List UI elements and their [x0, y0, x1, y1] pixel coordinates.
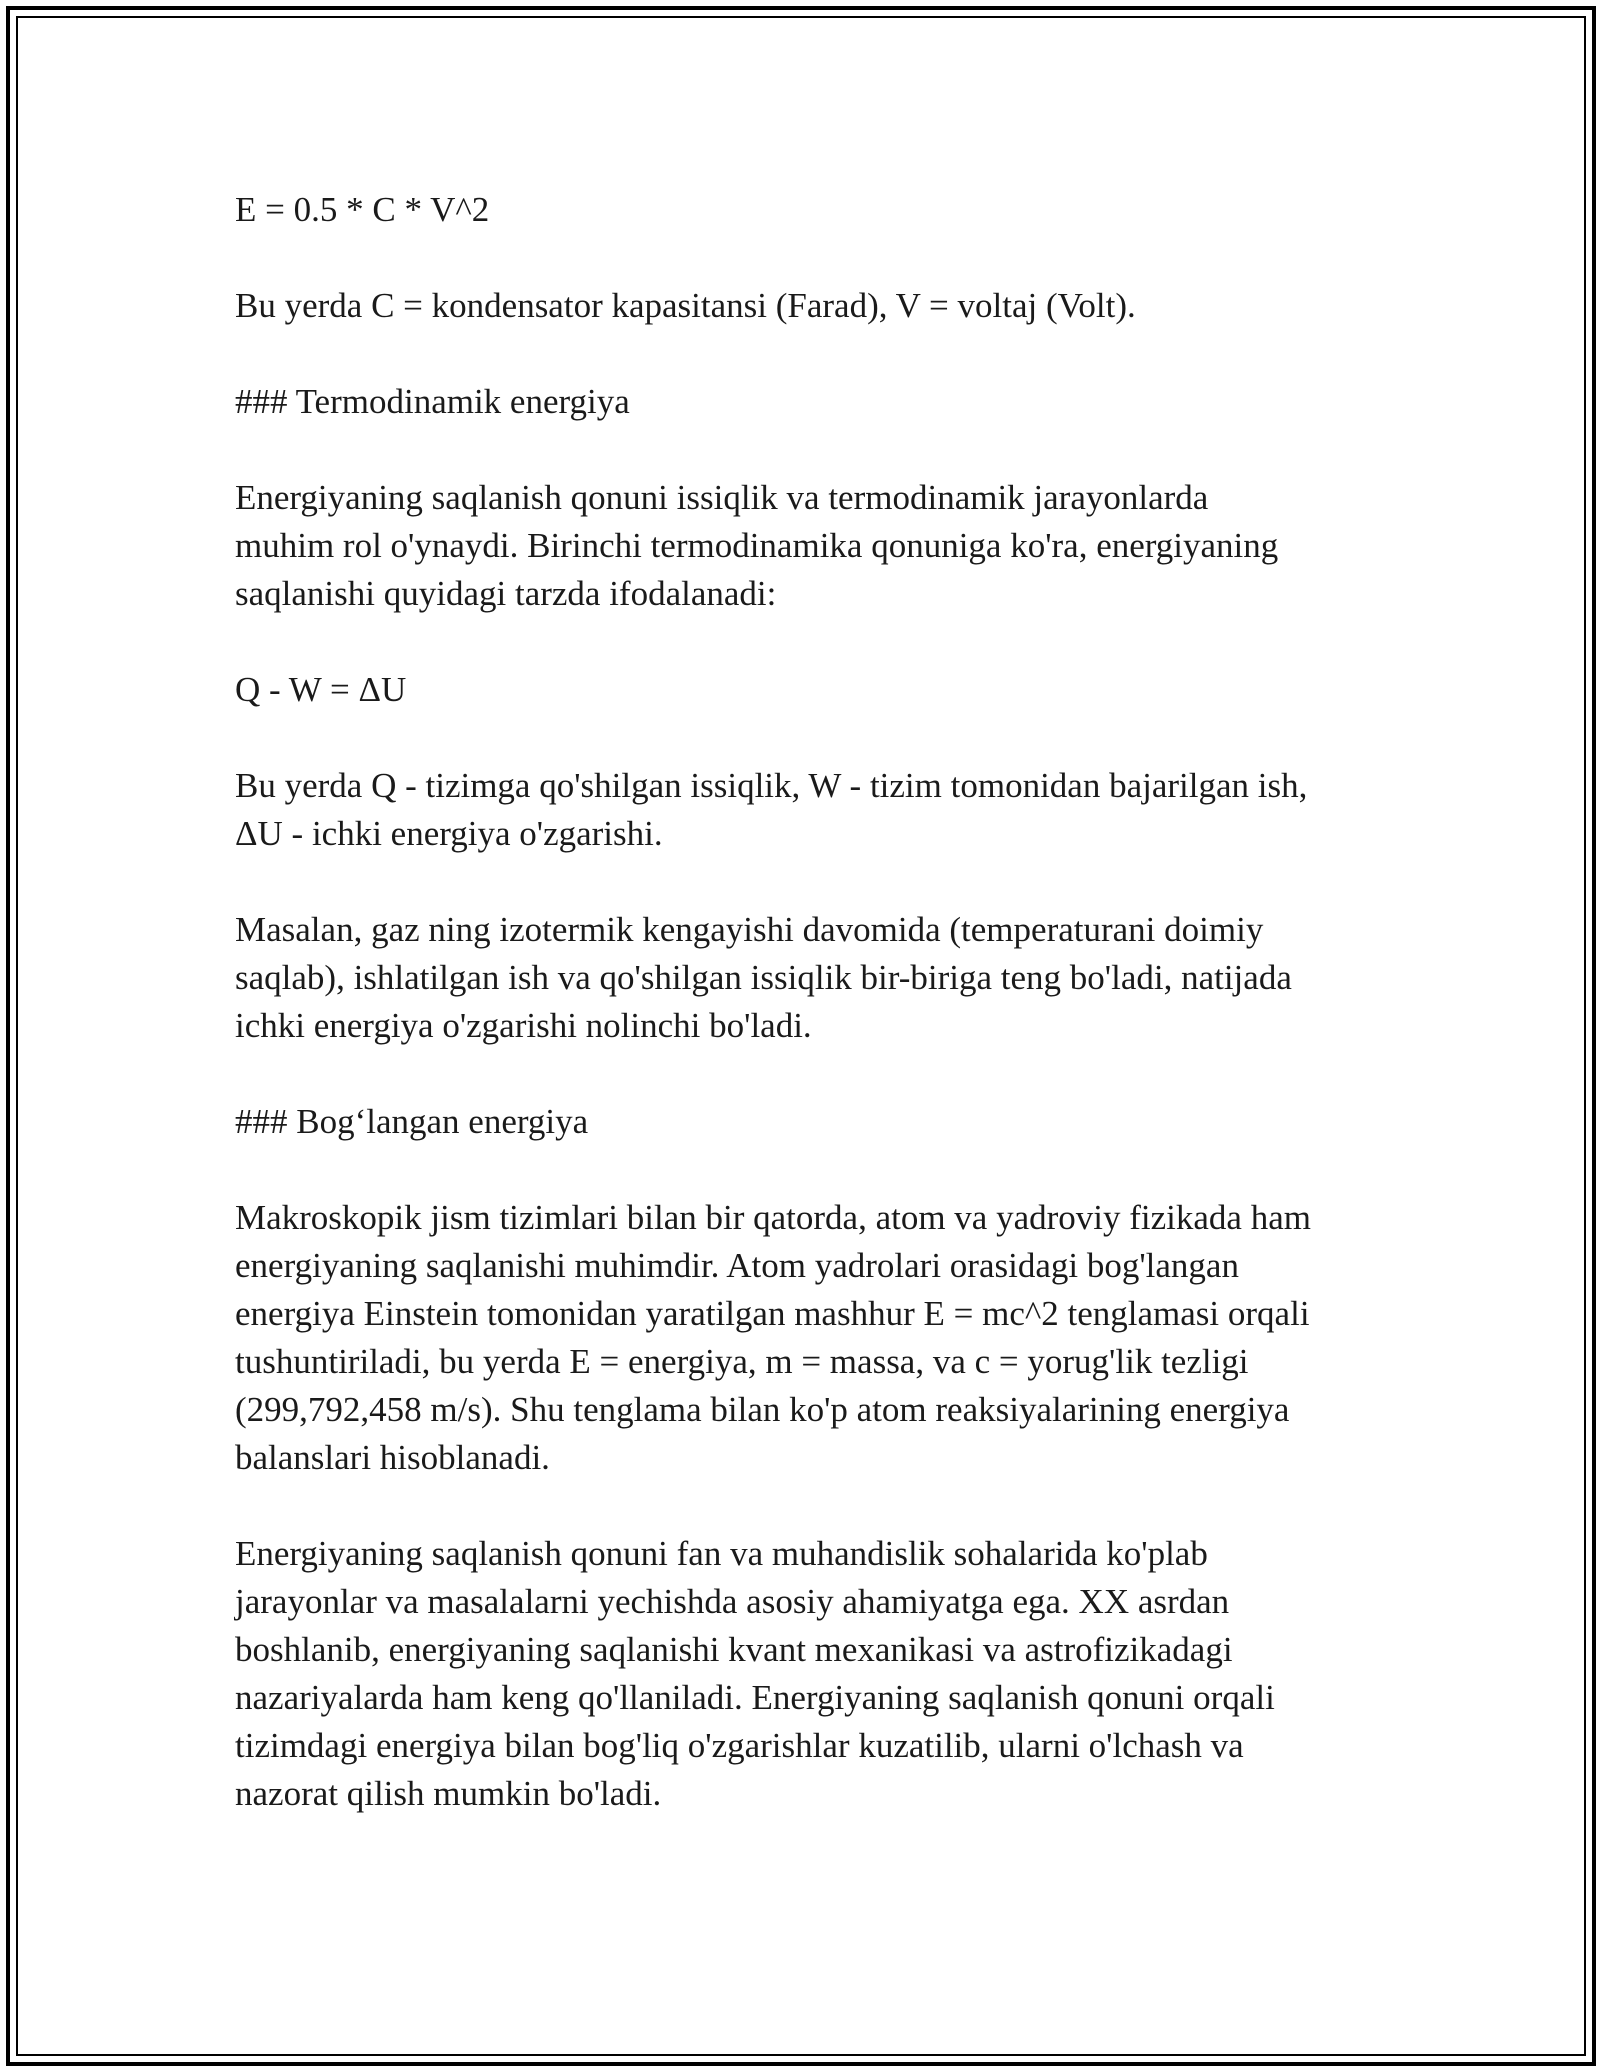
formula-first-law: Q - W = ΔU — [235, 670, 407, 709]
paragraph-first-law-definitions: Bu yerda Q - tizimga qo'shilgan issiqlik, W - tizim tomonidan bajarilgan ish, ΔU - ichki energiya o'zgarishi. — [235, 766, 1308, 853]
paragraph-isothermal-example: Masalan, gaz ning izotermik kengayishi davomida (temperaturani doimiy saqlab), ishlatilgan ish va qo'shilgan issiqlik bir-biriga teng bo'ladi, natijada ichki energiya o'zgarishi nolinchi bo'ladi. — [235, 910, 1292, 1045]
paragraph-capacitor-definitions: Bu yerda C = kondensator kapasitansi (Farad), V = voltaj (Volt). — [235, 286, 1136, 325]
formula-capacitor-energy: E = 0.5 * C * V^2 — [235, 190, 490, 229]
paragraph-conclusion: Energiyaning saqlanish qonuni fan va muhandislik sohalarida ko'plab jarayonlar va masalalarni yechishda asosiy ahamiyatga ega. XX asrdan boshlanib, energiyaning saqlanishi kvant mexanikasi va astrofizikadagi nazariyalarda ham keng qo'llaniladi. Energiyaning saqlanish qonuni orqali tizimdagi energiya bilan bog'liq o'zgarishlar kuzatilib, ularni o'lchash va nazorat qilish mumkin bo'ladi. — [235, 1534, 1275, 1813]
heading-thermodynamic-energy: ### Termodinamik energiya — [235, 382, 630, 421]
paragraph-thermodynamics-intro: Energiyaning saqlanish qonuni issiqlik va termodinamik jarayonlarda muhim rol o'ynaydi. Birinchi termodinamika qonuniga ko'ra, energiyaning saqlanishi quyidagi tarzda ifodalanadi: — [235, 478, 1279, 613]
document-body — [235, 186, 1385, 1818]
heading-binding-energy: ### Bog‘langan energiya — [235, 1102, 589, 1141]
paragraph-binding-energy: Makroskopik jism tizimlari bilan bir qatorda, atom va yadroviy fizikada ham energiyaning saqlanishi muhimdir. Atom yadrolari orasidagi bog'langan energiya Einstein tomonidan yaratilgan mashhur E = mc^2 tenglamasi orqali tushuntiriladi, bu yerda E = energiya, m = massa, va c = yorug'lik tezligi (299,792,458 m/s). Shu tenglama bilan ko'p atom reaksiyalarining energiya balanslari hisoblanadi. — [235, 1198, 1311, 1477]
